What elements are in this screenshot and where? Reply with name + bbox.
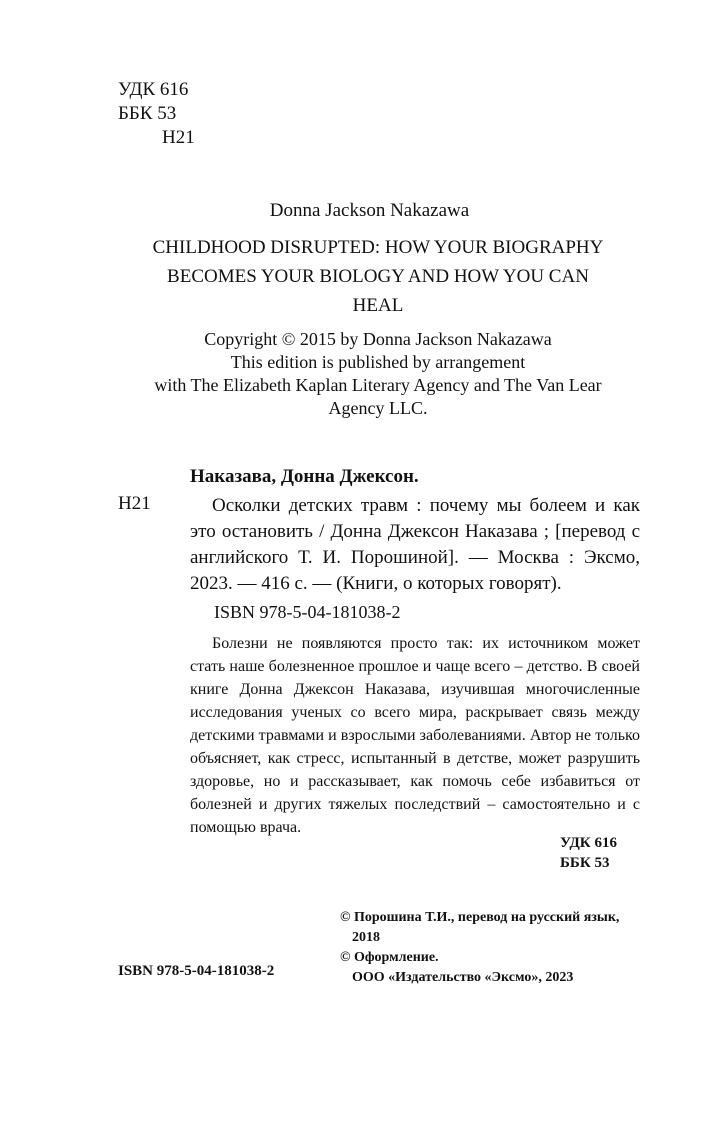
udk-code: УДК 616: [118, 79, 189, 100]
copyright-line: This edition is published by arrangement: [230, 352, 526, 372]
publisher-copyright: ООО «Издательство «Эксмо», 2023: [352, 970, 574, 985]
title-line: BECOMES YOUR BIOLOGY AND HOW YOU CAN: [167, 266, 589, 287]
catalog-mark: Н21: [118, 493, 151, 514]
original-title: [118, 233, 638, 320]
copyright-line: Agency LLC.: [328, 398, 428, 418]
bottom-copyrights: [340, 908, 640, 988]
bbk-code: ББК 53: [118, 103, 177, 124]
design-copyright: © Оформление.: [340, 950, 439, 965]
annotation-text: Болезни не появляются просто так: их источником может стать наше болезненное прошлое и чаще всего – детство. В своей книге Донна Джексон Наказава, изучившая многочисленные исследования ученых со всего мира, раскрывает связь между детскими травмами и взрослыми заболеваниями. Автор не только объясняет, как стресс, испытанный в детстве, может разрушить здоровье, но и рассказывает, как помочь себе избавиться от болезней и других тяжелых последствий – самостоятельно и с помощью врача.: [190, 635, 640, 836]
original-author: Donna Jackson Nakazawa: [269, 200, 470, 221]
catalog-author: Наказава, Донна Джексон.: [190, 466, 419, 487]
classification-codes: [118, 78, 195, 150]
title-line: HEAL: [352, 295, 404, 316]
copyright-line: Copyright © 2015 by Donna Jackson Nakazawa: [204, 329, 552, 349]
bbk-code-bottom: ББК 53: [560, 855, 610, 871]
translation-copyright: © Порошина Т.И., перевод на русский язык,: [340, 910, 620, 925]
isbn-bottom: ISBN 978-5-04-181038-2: [118, 963, 275, 979]
translation-year: 2018: [352, 930, 380, 945]
bottom-codes: [560, 833, 617, 873]
catalog-isbn: ISBN 978-5-04-181038-2: [214, 602, 401, 622]
title-line: CHILDHOOD DISRUPTED: HOW YOUR BIOGRAPHY: [152, 237, 604, 258]
catalog-description: Осколки детских травм : почему мы болеем и как это остановить / Донна Джексон Наказава ; [перевод с английского Т. И. Порошиной]. — Москва : Эксмо, 2023. — 416 с. — (Книги, о которых говорят).: [190, 495, 640, 594]
copyright-line: with The Elizabeth Kaplan Literary Agency and The Van Lear: [154, 375, 602, 395]
udk-code-bottom: УДК 616: [560, 835, 617, 851]
author-mark: Н21: [162, 127, 195, 148]
copyright-notice: [118, 328, 638, 420]
